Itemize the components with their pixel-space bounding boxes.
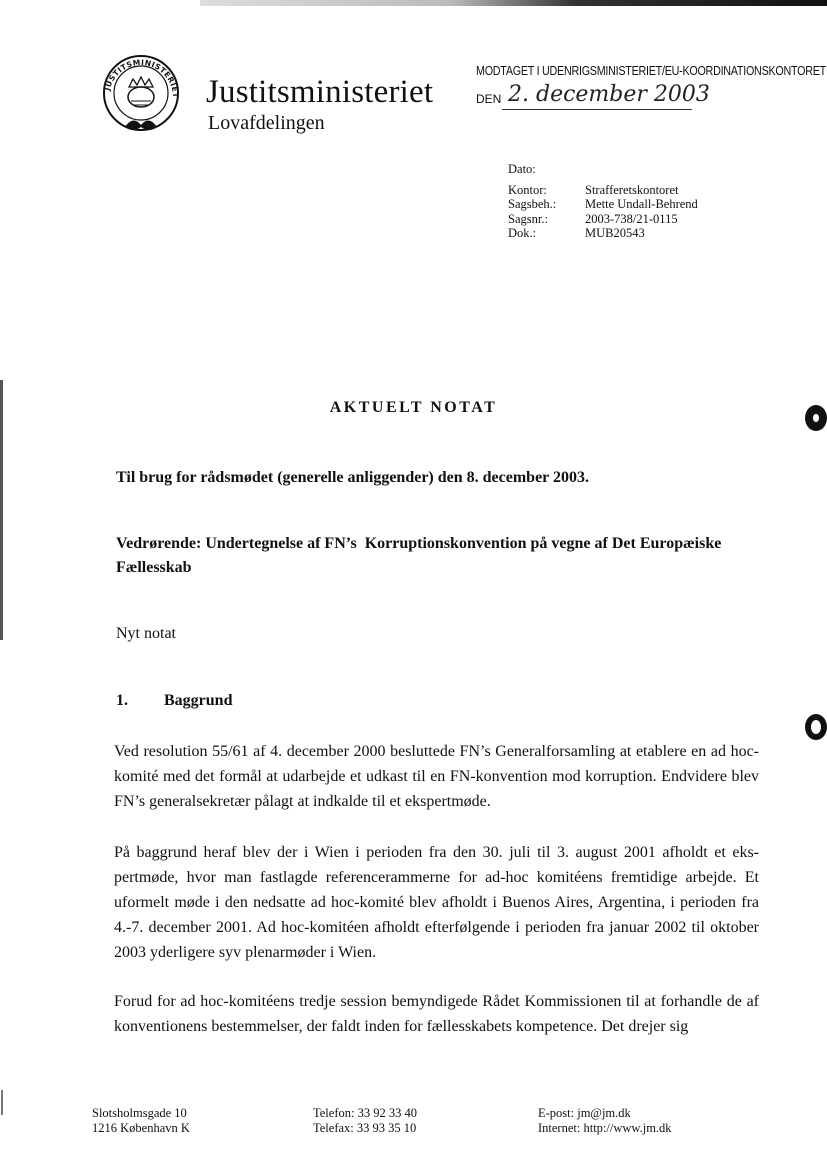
scan-edge-left-bottom xyxy=(1,1090,3,1115)
department-name: Lovafdelingen xyxy=(208,112,325,134)
document-subject-continued: Fællesskab xyxy=(116,559,192,576)
document-purpose: Til brug for rådsmødet (generelle anliggender) den 8. december 2003. xyxy=(116,469,589,486)
section-title: Baggrund xyxy=(164,692,233,709)
meta-row: Sagsbeh.: Mette Undall-Behrend xyxy=(508,197,698,212)
paragraph: Ved resolution 55/61 af 4. december 2000 besluttede FN’s Generalforsamling at etablere en ad hoc-komité med det formål at udarbejde et udkast til en FN-konvention mod korruption. Endvidere blev FN’s generalsekretær pålagt at indkalde til et ekspertmøde. xyxy=(114,743,759,810)
section-number: 1. xyxy=(116,692,128,709)
document-subject: Vedrørende: Undertegnelse af FN’s Korruptionskonvention på vegne af Det Europæiske xyxy=(116,535,722,552)
case-metadata xyxy=(508,162,698,241)
footer-internet: Internet: http://www.jm.dk xyxy=(538,1120,672,1135)
footer-phone: Telefon: 33 92 33 40 Telefax: 33 93 35 10 xyxy=(313,1106,417,1135)
stamp-underline xyxy=(502,109,692,110)
note-type: Nyt notat xyxy=(116,625,176,642)
footer-email: E-post: jm@jm.dk xyxy=(538,1106,631,1120)
ministry-seal-logo xyxy=(97,53,185,141)
paragraph: Forud for ad hoc-komitéens tredje session bemyndigede Rådet Kommissionen til at forhandle de af konventionens bestemmelser, der faldt inden for fællesskabets kompetence. Det drejer sig xyxy=(114,993,759,1035)
ministry-name: Justitsministeriet xyxy=(206,74,434,110)
scan-edge-top xyxy=(200,0,827,6)
received-stamp-text: MODTAGET I UDENRIGSMINISTERIET/EU-KOORDINATIONSKONTORET xyxy=(476,64,826,78)
binder-hole-icon xyxy=(805,714,827,740)
meta-row: Dato: xyxy=(508,162,536,176)
scan-edge-left xyxy=(0,380,3,640)
footer-address: Slotsholmsgade 10 1216 København K xyxy=(92,1106,190,1135)
document-title: AKTUELT NOTAT xyxy=(329,399,498,416)
meta-row: Sagsnr.: 2003-738/21-0115 xyxy=(508,211,678,226)
meta-row: Kontor: Strafferetskontoret xyxy=(508,182,679,197)
svg-text:JUSTITSMINISTERIET: JUSTITSMINISTERIET xyxy=(102,57,181,99)
handwritten-received-date: 2. december 2003 xyxy=(508,82,710,107)
meta-row: Dok.: MUB20543 xyxy=(508,226,645,241)
received-stamp-den-label: DEN xyxy=(476,92,502,106)
footer-contact xyxy=(538,1106,672,1135)
paragraph: På baggrund heraf blev der i Wien i perioden fra den 30. juli til 3. august 2001 afholdt et ekspertmøde, hvor man fastlagde referencerammerne for ad-hoc komitéens fremtidige arbejde. Et uformelt møde i den nedsatte ad hoc-komité blev afholdt i Buenos Aires, Argentina, i perioden fra 4.-7. december 2001. Ad hoc-komitéen afholdt efterfølgende i perioden fra januar 2002 til oktober 2003 yderligere syv plenarmøder i Wien. xyxy=(114,844,759,961)
